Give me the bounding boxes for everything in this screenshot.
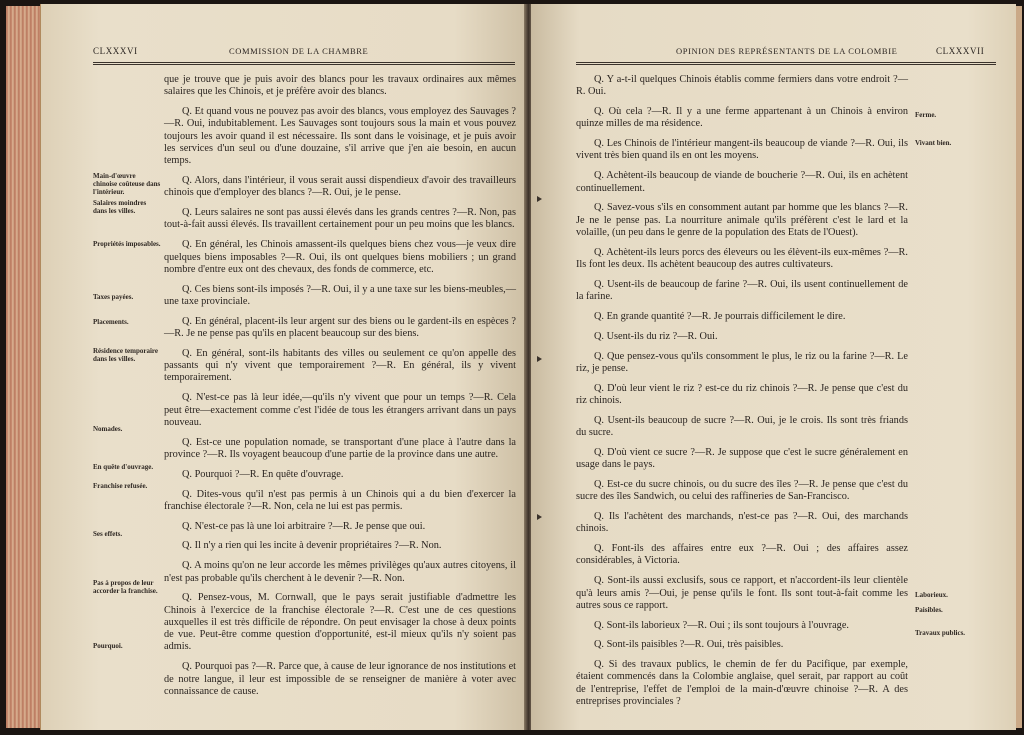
paragraph: Q. Pourquoi ?—R. En quête d'ouvrage.	[182, 468, 344, 480]
paragraph: Q. Où cela ?—R. Il y a une ferme appartenant à un Chinois à environ quinze milles de ma résidence.	[576, 106, 908, 130]
margin-note: Nomades.	[93, 425, 123, 433]
paragraph: Q. Sont-ils paisibles ?—R. Oui, très paisibles.	[594, 639, 784, 651]
paragraph: Q. Est-ce une population nomade, se transportant d'une place à l'autre dans la province ?—R. Ils voyagent beaucoup d'une partie de la province dans une autre.	[164, 436, 516, 460]
paragraph: Q. Pensez-vous, M. Cornwall, que le pays serait justifiable d'admettre les Chinois à l'exercice de la franchise électorale ?—R. C'est une de ces questions auxquelles il est très difficile de répondre. On peut envisager la chose à deux points de vue. Peut-être comme question d'opportunité, est-il mieux qu'ils n'y soient pas admis.	[164, 592, 516, 653]
paragraph: Q. Sont-ils laborieux ?—R. Oui ; ils sont toujours à l'ouvrage.	[594, 619, 849, 631]
margin-note: Pourquoi.	[93, 642, 123, 650]
paragraph: que je trouve que je puis avoir des blancs pour les travaux ordinaires aux mêmes salaires que les Chinois, et je préfère avoir des blancs.	[164, 74, 516, 98]
right-page-number: CLXXXVII	[936, 46, 985, 56]
paragraph: Q. En général, placent-ils leur argent sur des biens ou le gardent-ils en espèces ?—R. Je ne pense pas qu'ils en placent beaucoup sur des biens.	[164, 315, 516, 340]
paragraph: Q. N'est-ce pas là une loi arbitraire ?—R. Je pense que oui.	[182, 520, 426, 532]
margin-note: Pas à propos de leur accorder la franchise.	[93, 579, 158, 595]
paragraph: Q. Il n'y a rien qui les incite à devenir propriétaires ?—R. Non.	[182, 540, 442, 552]
paragraph: Q. D'où vient ce sucre ?—R. Je suppose que c'est le sucre généralement en usage dans le pays.	[576, 446, 908, 471]
margin-note: En quête d'ouvrage.	[93, 463, 154, 471]
right-running-title: OPINION DES REPRÉSENTANTS DE LA COLOMBIE	[676, 46, 898, 56]
book-edge-left	[6, 6, 40, 728]
paragraph: Q. Les Chinois de l'intérieur mangent-ils beaucoup de viande ?—R. Oui, ils vivent très bien quand ils en ont les moyens.	[576, 138, 908, 162]
margin-note: Laborieux.	[915, 591, 948, 599]
paragraph: Q. Usent-ils beaucoup de sucre ?—R. Oui, je le crois. Ils sont très friands du sucre.	[576, 414, 908, 439]
margin-note: Placements.	[93, 318, 129, 326]
paragraph: Q. Ils l'achètent des marchands, n'est-ce pas ?—R. Oui, des marchands chinois.	[576, 511, 908, 535]
margin-note: Vivant bien.	[915, 139, 952, 147]
paragraph: Q. Leurs salaires ne sont pas aussi élevés dans les grands centres ?—R. Non, pas tout-à-fait aussi élevés. Ils travaillent certainement pour un peu moins que les blancs.	[164, 207, 516, 231]
paragraph: Q. Alors, dans l'intérieur, il vous serait aussi dispendieux d'avoir des travailleurs chinois que d'employer des blancs ?—R. Oui, je le pense.	[164, 175, 516, 199]
margin-note: Résidence temporaire dans les villes.	[93, 347, 158, 363]
margin-note: Paisibles.	[915, 606, 943, 614]
paragraph: Q. A moins qu'on ne leur accorde les mêmes privilèges qu'aux autres citoyens, il n'est pas probable qu'ils cherchent à le devenir ?—R. Non.	[164, 560, 516, 584]
margin-note: Travaux publics.	[915, 629, 966, 637]
paragraph: Q. Ces biens sont-ils imposés ?—R. Oui, il y a une taxe sur les biens-meubles,—une taxe provinciale.	[164, 283, 516, 307]
paragraph: Q. Et quand vous ne pouvez pas avoir des blancs, vous employez des Sauvages ?—R. Oui, indubitablement. Les Sauvages sont toujours sous la main et vous pouvez toujours les avoir quand il est nécessaire. Ils sont dans le voisinage, et je puis avoir les services d'un seul ou d'une douzaine, s'il arrive que j'en aie besoin, en aucun temps.	[164, 106, 516, 167]
left-page-number: CLXXXVI	[93, 46, 138, 56]
margin-note: Franchise refusée.	[93, 482, 148, 490]
paragraph: Q. Y a-t-il quelques Chinois établis comme fermiers dans votre endroit ?—R. Oui.	[576, 74, 908, 98]
margin-note: Main-d'œuvre chinoise coûteuse dans l'intérieur.	[93, 172, 161, 196]
margin-note: Taxes payées.	[93, 293, 134, 301]
margin-note: Propriétés imposables.	[93, 240, 161, 248]
paragraph: Q. Pourquoi pas ?—R. Parce que, à cause de leur ignorance de nos institutions et de notre langue, il leur est impossible de se renseigner de manière à voter avec connaissance de cause.	[164, 661, 516, 697]
paragraph: Q. Est-ce du sucre chinois, ou du sucre des îles ?—R. Je pense que c'est du sucre des îles Sandwich, ou celui des raffineries de San-Francisco.	[576, 478, 908, 503]
margin-note: Ses effets.	[93, 530, 123, 538]
paragraph: Q. En grande quantité ?—R. Je pourrais difficilement le dire.	[594, 310, 846, 322]
paragraph: Q. Achètent-ils beaucoup de viande de boucherie ?—R. Oui, ils en achètent continuellement.	[576, 170, 908, 194]
paragraph: Q. En général, sont-ils habitants des villes ou seulement ce qu'on appelle des passants qui n'y vivent que temporairement ?—R. En général, ils y vivent temporairement.	[164, 347, 516, 384]
paragraph: Q. Usent-ils du riz ?—R. Oui.	[594, 330, 718, 342]
paragraph: Q. Que pensez-vous qu'ils consomment le plus, le riz ou la farine ?—R. Le riz, je pense.	[576, 350, 908, 374]
right-header-rule	[576, 62, 996, 65]
paragraph: Q. D'où leur vient le riz ? est-ce du riz chinois ?—R. Je pense que c'est du riz chinois.	[576, 382, 908, 406]
margin-note: Salaires moindres dans les villes.	[93, 199, 147, 215]
paragraph: Q. N'est-ce pas là leur idée,—qu'ils n'y vivent que pour un temps ?—R. Cela peut être—exactement comme c'est l'idée de tous les étrangers arrivant dans un pays nouveau.	[164, 392, 516, 428]
right-page	[531, 4, 1016, 730]
paragraph: Q. Usent-ils de beaucoup de farine ?—R. Oui, ils usent continuellement de la farine.	[576, 278, 908, 303]
paragraph: Q. Savez-vous s'ils en consomment autant par homme que les blancs ?—R. Je ne le pense pas. La nourriture animale qu'ils préfèrent c'est le lard et la volaille, (un peu dans le genre de la population des Etats de l'Ouest).	[576, 202, 908, 238]
left-text-column	[164, 74, 516, 706]
paragraph: Q. Achètent-ils leurs porcs des éleveurs ou les élèvent-ils eux-mêmes ?—R. Ils font les deux. Ils achètent beaucoup des autres cultivateurs.	[576, 246, 908, 271]
paragraph: Q. Dites-vous qu'il n'est pas permis à un Chinois qui a du bien d'exercer la franchise électorale ?—R. Non, cela ne lui est pas permis.	[164, 488, 516, 512]
paragraph: Q. Font-ils des affaires entre eux ?—R. Oui ; des affaires assez considérables, à Victoria.	[576, 543, 908, 567]
left-running-title: COMMISSION DE LA CHAMBRE	[229, 46, 369, 56]
paragraph: Q. Sont-ils aussi exclusifs, sous ce rapport, et n'accordent-ils leur clientèle qu'à leurs amis ?—Oui, je pense qu'ils le font. Ils sont tout-à-fait comme les autres sous ce rapport.	[576, 575, 908, 611]
left-page	[40, 4, 527, 730]
left-header-rule	[93, 62, 515, 65]
right-text-column	[576, 74, 908, 716]
book-edge-right	[1016, 6, 1022, 728]
paragraph: Q. En général, les Chinois amassent-ils quelques biens chez vous—je veux dire quelques biens imposables ?—R. Oui, ils ont quelques biens mobiliers ; un grand nombre d'entre eux ont des chevaux, des fonds de commerce, etc.	[164, 239, 516, 275]
margin-note: Ferme.	[915, 111, 937, 119]
paragraph: Q. Si des travaux publics, le chemin de fer du Pacifique, par exemple, étaient commencés dans la Colombie anglaise, quel serait, par rapport au coût de l'entreprise, l'effet de l'emploi de la main-d'œuvre chinoise ?—R. A des entreprises provinciales ?	[576, 659, 908, 708]
